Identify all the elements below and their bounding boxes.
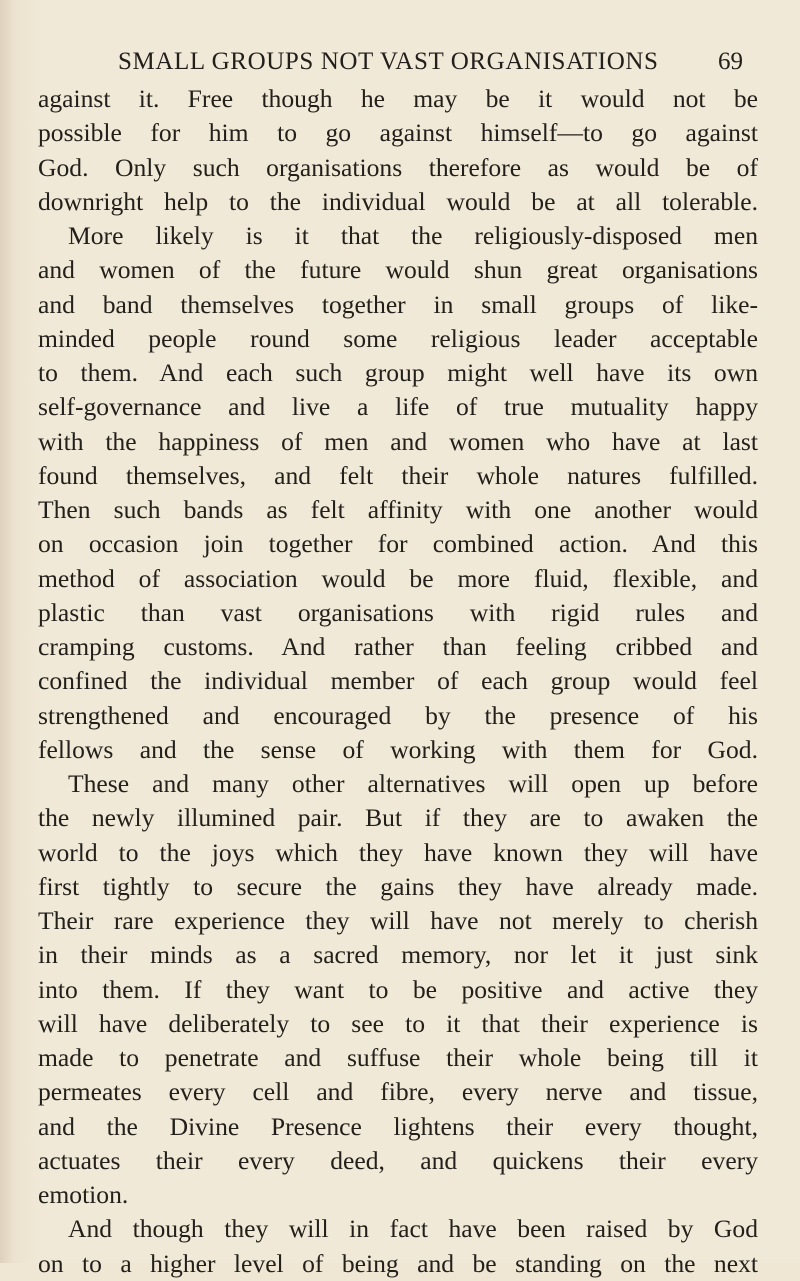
text-line: and women of the future would shun great organisations xyxy=(38,255,758,285)
text-line: Their rare experience they will have not merely to cherish xyxy=(38,906,758,935)
text-line: found themselves, and felt their whole natures fulfilled. xyxy=(38,460,758,490)
text-line: plastic than vast organisations with rigid rules and xyxy=(38,597,758,627)
text-line: made to penetrate and suffuse their whole being till it xyxy=(38,1043,758,1072)
running-head: SMALL GROUPS NOT VAST ORGANISATIONS xyxy=(118,48,659,75)
text-line: on to a higher level of being and be standing on the next xyxy=(38,1248,758,1278)
text-line: method of association would be more fluid, flexible, and xyxy=(38,563,758,593)
text-line: first tightly to secure the gains they have already made. xyxy=(38,871,758,901)
text-line: Then such bands as felt affinity with one another would xyxy=(38,495,758,524)
text-line: cramping customs. And rather than feeling cribbed and xyxy=(38,632,758,661)
text-line: self-governance and live a life of true mutuality happy xyxy=(38,392,758,422)
text-line: And though they will in fact have been raised by God xyxy=(68,1214,758,1244)
text-line: the newly illumined pair. But if they are to awaken the xyxy=(38,803,758,833)
page-number: 69 xyxy=(718,48,743,75)
text-line: into them. If they want to be positive and active they xyxy=(38,974,758,1004)
text-line: strengthened and encouraged by the presence of his xyxy=(38,700,758,730)
text-line: fellows and the sense of working with them for God. xyxy=(38,734,758,764)
text-line: emotion. xyxy=(38,1180,129,1209)
text-line: with the happiness of men and women who have at last xyxy=(38,426,758,456)
text-line: confined the individual member of each group would feel xyxy=(38,666,758,696)
page-header xyxy=(0,46,800,82)
text-line: will have deliberately to see to it that their experience is xyxy=(38,1008,758,1038)
text-line: God. Only such organisations therefore as would be of xyxy=(38,152,758,182)
text-line: against it. Free though he may be it would not be xyxy=(38,84,758,113)
text-line: on occasion join together for combined action. And this xyxy=(38,529,758,559)
text-line: These and many other alternatives will open up before xyxy=(68,769,758,798)
text-line: world to the joys which they have known they will have xyxy=(38,837,758,867)
text-line: possible for him to go against himself—to go against xyxy=(38,118,758,148)
body-text xyxy=(38,82,758,1281)
text-line: actuates their every deed, and quickens their every xyxy=(38,1145,758,1175)
text-line: in their minds as a sacred memory, nor let it just sink xyxy=(38,940,758,970)
text-line: and the Divine Presence lightens their every thought, xyxy=(38,1111,758,1141)
text-line: More likely is it that the religiously-disposed men xyxy=(68,221,758,250)
text-line: downright help to the individual would be at all tolerable. xyxy=(38,186,758,216)
text-line: permeates every cell and fibre, every nerve and tissue, xyxy=(38,1077,758,1107)
text-line: and band themselves together in small groups of like- xyxy=(38,289,758,319)
text-line: to them. And each such group might well have its own xyxy=(38,358,758,387)
text-line: minded people round some religious leader acceptable xyxy=(38,323,758,353)
